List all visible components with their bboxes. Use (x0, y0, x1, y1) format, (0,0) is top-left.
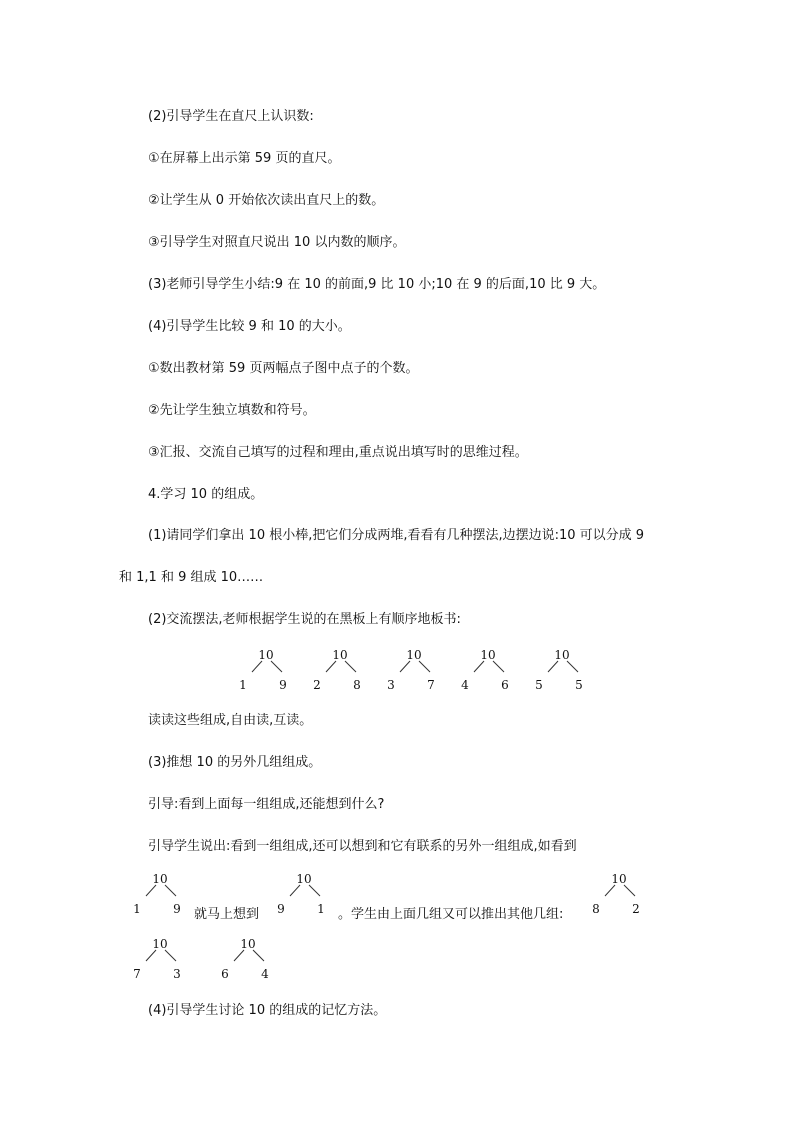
tree-right: 7 (427, 678, 435, 692)
tree-right: 9 (173, 902, 181, 916)
tree-right: 5 (575, 678, 583, 692)
text-line: (2)交流摆法,老师根据学生说的在黑板上有顺序地板书: (148, 612, 461, 627)
tree-top: 10 (480, 648, 496, 662)
tree-left: 7 (133, 967, 141, 981)
text-line: (4)引导学生比较 9 和 10 的大小。 (148, 319, 351, 334)
tree-right: 6 (501, 678, 509, 692)
tree-left: 1 (239, 678, 247, 692)
composition-tree (458, 648, 518, 694)
text-line: 引导学生说出:看到一组组成,还可以想到和它有联系的另外一组组成,如看到 (148, 839, 577, 854)
tree-left: 9 (277, 902, 285, 916)
tree-top: 10 (554, 648, 570, 662)
tree-left: 1 (133, 902, 141, 916)
text-line: ①在屏幕上出示第 59 页的直尺。 (148, 151, 341, 166)
text-line: (3)老师引导学生小结:9 在 10 的前面,9 比 10 小;10 在 9 的后面,10 比 9 大。 (148, 277, 606, 292)
tree-left: 8 (592, 902, 600, 916)
tree-top: 10 (152, 872, 168, 886)
tree-right: 9 (279, 678, 287, 692)
text-line: (2)引导学生在直尺上认识数: (148, 109, 314, 124)
composition-tree (532, 648, 592, 694)
tree-left: 6 (221, 967, 229, 981)
text-line: ①数出教材第 59 页两幅点子图中点子的个数。 (148, 361, 419, 376)
composition-tree (130, 872, 190, 918)
text-line: ③引导学生对照直尺说出 10 以内数的顺序。 (148, 235, 406, 250)
tree-top: 10 (611, 872, 627, 886)
tree-left: 2 (313, 678, 321, 692)
text-line: (1)请同学们拿出 10 根小棒,把它们分成两堆,看看有几种摆法,边摆边说:10 可以分成 9 (148, 528, 645, 543)
text-line: 引导:看到上面每一组组成,还能想到什么? (148, 797, 385, 812)
section-heading: 4.学习 10 的组成。 (148, 487, 264, 502)
composition-tree (384, 648, 444, 694)
tree-top: 10 (152, 937, 168, 951)
tree-top: 10 (332, 648, 348, 662)
tree-right: 8 (353, 678, 361, 692)
tree-right: 3 (173, 967, 181, 981)
text-line: ②先让学生独立填数和符号。 (148, 403, 316, 418)
inline-text: 就马上想到 (194, 907, 260, 922)
tree-right: 2 (632, 902, 640, 916)
tree-left: 3 (387, 678, 395, 692)
composition-tree (310, 648, 370, 694)
tree-top: 10 (258, 648, 274, 662)
tree-right: 4 (261, 967, 269, 981)
composition-tree (218, 937, 278, 983)
composition-tree (130, 937, 190, 983)
composition-tree (236, 648, 296, 694)
inline-text: 。学生由上面几组又可以推出其他几组: (338, 907, 564, 922)
tree-top: 10 (296, 872, 312, 886)
text-line: ②让学生从 0 开始依次读出直尺上的数。 (148, 193, 385, 208)
composition-tree (589, 872, 649, 918)
tree-left: 5 (535, 678, 543, 692)
tree-right: 1 (317, 902, 325, 916)
text-line: ③汇报、交流自己填写的过程和理由,重点说出填写时的思维过程。 (148, 445, 528, 460)
text-line: 读读这些组成,自由读,互读。 (148, 713, 313, 728)
tree-top: 10 (406, 648, 422, 662)
text-line: (4)引导学生讨论 10 的组成的记忆方法。 (148, 1003, 387, 1018)
text-line: (3)推想 10 的另外几组组成。 (148, 755, 322, 770)
tree-left: 4 (461, 678, 469, 692)
composition-tree (274, 872, 334, 918)
tree-top: 10 (240, 937, 256, 951)
text-line: 和 1,1 和 9 组成 10…… (119, 570, 264, 585)
